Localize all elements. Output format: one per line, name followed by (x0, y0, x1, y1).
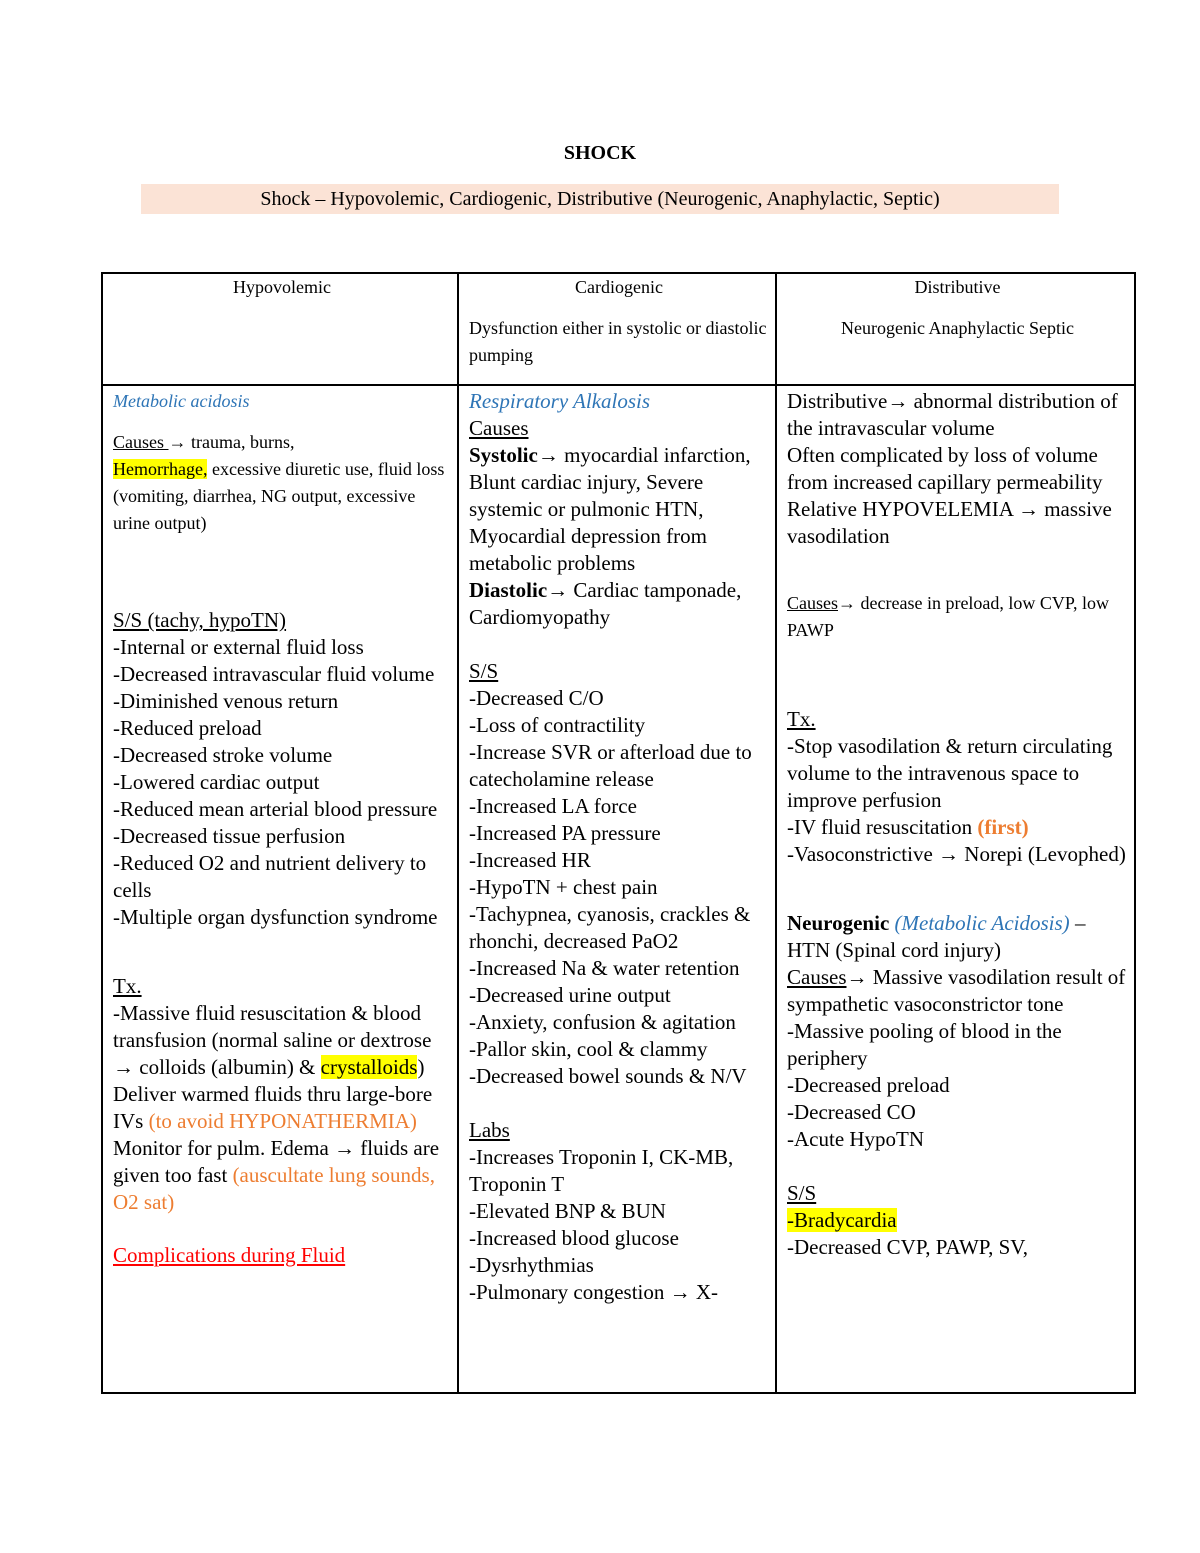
list-item: -Reduced O2 and nutrient delivery to cells (113, 851, 427, 902)
cardio-systolic (469, 442, 769, 577)
list-item: -Reduced mean arterial blood pressure (113, 797, 438, 821)
list-item: -Decreased preload (787, 1073, 950, 1097)
list-item: -Increased Na & water retention (469, 956, 740, 980)
cardio-systolic-text: myocardial infarction, Blunt cardiac injury, Severe systemic or pulmonic HTN, Myocardial depression from metabolic problems (469, 443, 751, 575)
hypo-causes-text-2: excessive diuretic use, fluid loss (vomiting, diarrhea, NG output, excessive urine output) (113, 459, 445, 533)
dist-neuro-label: Neurogenic (787, 911, 890, 935)
hypo-ss-list (113, 634, 451, 931)
dist-causes-text: → decrease in preload, low CVP, low PAWP (787, 593, 1109, 640)
hypo-causes (113, 429, 451, 537)
hypo-causes-label: Causes (113, 432, 169, 452)
list-item: -Increase SVR or afterload due to catecholamine release (469, 740, 752, 791)
dist-neuro-causes-label: Causes (787, 965, 847, 989)
list-item: -Decreased urine output (469, 983, 671, 1007)
hypo-monitor (113, 1135, 451, 1216)
hypo-warm-text: Deliver warmed fluids thru large-bore IVs (113, 1082, 433, 1133)
list-item: -Decreased tissue perfusion (113, 824, 346, 848)
list-item: -Decreased stroke volume (113, 743, 333, 767)
dist-tx-item: -Stop vasodilation & return circulating volume to the intravenous space to improve perfusion (787, 734, 1113, 812)
dist-ss-label: S/S (787, 1181, 817, 1205)
dist-tx-label: Tx. (787, 707, 816, 731)
list-item: -Increased blood glucose (469, 1226, 679, 1250)
header-distributive-sub: Neurogenic Anaphylactic Septic (841, 318, 1074, 338)
hypo-causes-text-1: → trauma, burns, (168, 432, 295, 452)
dist-often: Often complicated by loss of volume from increased capillary permeability (787, 443, 1103, 494)
cardio-ss-label: S/S (469, 659, 499, 683)
subtitle-banner: Shock – Hypovolemic, Cardiogenic, Distributive (Neurogenic, Anaphylactic, Septic) (141, 184, 1059, 214)
dist-iv (787, 814, 1128, 841)
header-cardiogenic-sub: Dysfunction either in systolic or diastolic pumping (469, 318, 767, 365)
dist-iv-text: -IV fluid resuscitation (787, 815, 978, 839)
list-item: -Decreased bowel sounds & N/V (469, 1064, 747, 1088)
dist-neuro-text: – HTN (Spinal cord injury) (787, 911, 1086, 962)
cardio-causes-label: Causes (469, 416, 529, 440)
hypovolemic-cell (102, 385, 458, 1393)
list-item: -Dysrhythmias (469, 1253, 594, 1277)
hypo-tx-highlight: crystalloids (320, 1055, 418, 1079)
dist-neuro-note: (Metabolic Acidosis) (894, 911, 1070, 935)
hypo-warm-note: (to avoid HYPONATHERMIA) (148, 1109, 417, 1133)
hypo-warm (113, 1081, 451, 1135)
header-hypovolemic-title: Hypovolemic (233, 277, 331, 297)
list-item: -Massive pooling of blood in the periphery (787, 1019, 1062, 1070)
list-item: -Increased HR (469, 848, 591, 872)
cardio-labs-label: Labs (469, 1118, 510, 1142)
header-cardiogenic (458, 273, 776, 385)
cardiogenic-cell (458, 385, 776, 1393)
header-cardiogenic-title: Cardiogenic (575, 277, 663, 297)
dist-iv-note: (first) (977, 815, 1029, 839)
list-item: -Increased PA pressure (469, 821, 661, 845)
dist-ss-last: -Decreased CVP, PAWP, SV, (787, 1235, 1028, 1259)
list-item: -Lowered cardiac output (113, 770, 320, 794)
dist-ss-highlight-row (787, 1207, 1128, 1234)
hypo-tx-label: Tx. (113, 974, 142, 998)
list-item: -Increased LA force (469, 794, 637, 818)
list-item: -Tachypnea, cyanosis, crackles & rhonchi, decreased PaO2 (469, 902, 751, 953)
list-item: -Anxiety, confusion & agitation (469, 1010, 736, 1034)
list-item: -Decreased C/O (469, 686, 604, 710)
dist-neuro-causes-text: → Massive vasodilation result of sympathetic vasoconstrictor tone (787, 965, 1126, 1016)
list-item: -Pulmonary congestion → X- (469, 1280, 719, 1304)
dist-vaso: -Vasoconstrictive → Norepi (Levophed) (787, 842, 1126, 866)
dist-causes-label: Causes (787, 593, 838, 613)
shock-table (101, 272, 1136, 1394)
hypo-tx-text-1: -Massive fluid resuscitation & blood transfusion (normal saline or dextrose → colloids (albumin) & (113, 1001, 432, 1079)
header-distributive (776, 273, 1135, 385)
cardio-labs-list (469, 1144, 769, 1306)
cardio-acid-base: Respiratory Alkalosis (469, 389, 651, 413)
cardio-diastolic-text: Cardiac tamponade, Cardiomyopathy (469, 578, 742, 629)
list-item: -Pallor skin, cool & clammy (469, 1037, 708, 1061)
header-hypovolemic (102, 273, 458, 385)
cardio-diastolic (469, 577, 769, 631)
body-row (102, 385, 1135, 1393)
dist-neuro-list (787, 1018, 1128, 1153)
hypo-tx-text-2: ) (417, 1055, 425, 1079)
hypo-ss-label: S/S (tachy, hypoTN) (113, 608, 287, 632)
dist-neuro (787, 910, 1128, 964)
dist-neuro-causes (787, 964, 1128, 1018)
list-item: -Multiple organ dysfunction syndrome (113, 905, 438, 929)
list-item: -Internal or external fluid loss (113, 635, 364, 659)
cardio-diastolic-label: Diastolic→ (469, 578, 569, 602)
hypo-causes-highlight: Hemorrhage, (113, 459, 208, 479)
cardio-ss-list (469, 685, 769, 1090)
list-item: -Reduced preload (113, 716, 262, 740)
cardio-systolic-label: Systolic→ (469, 443, 559, 467)
hypo-complications: Complications during Fluid (113, 1243, 346, 1267)
list-item: -Elevated BNP & BUN (469, 1199, 666, 1223)
list-item: -Acute HypoTN (787, 1127, 925, 1151)
list-item: -Decreased CO (787, 1100, 916, 1124)
dist-intro: Distributive→ abnormal distribution of the intravascular volume (787, 389, 1118, 440)
page-title: SHOCK (563, 142, 637, 164)
hypo-tx-text (113, 1000, 451, 1081)
dist-relative: Relative HYPOVELEMIA → massive vasodilation (787, 497, 1112, 548)
dist-causes (787, 590, 1128, 644)
list-item: -Increases Troponin I, CK-MB, Troponin T (469, 1145, 734, 1196)
dist-ss-highlight: -Bradycardia (787, 1208, 897, 1232)
header-distributive-title: Distributive (914, 277, 1001, 297)
hypo-monitor-text: Monitor for pulm. Edema → fluids are given too fast (113, 1136, 440, 1187)
hypo-acid-base: Metabolic acidosis (113, 391, 250, 411)
list-item: -HypoTN + chest pain (469, 875, 658, 899)
header-row (102, 273, 1135, 385)
hypo-monitor-note: (auscultate lung sounds, O2 sat) (113, 1163, 435, 1214)
list-item: -Loss of contractility (469, 713, 646, 737)
distributive-cell (776, 385, 1135, 1393)
list-item: -Decreased intravascular fluid volume (113, 662, 435, 686)
list-item: -Diminished venous return (113, 689, 339, 713)
